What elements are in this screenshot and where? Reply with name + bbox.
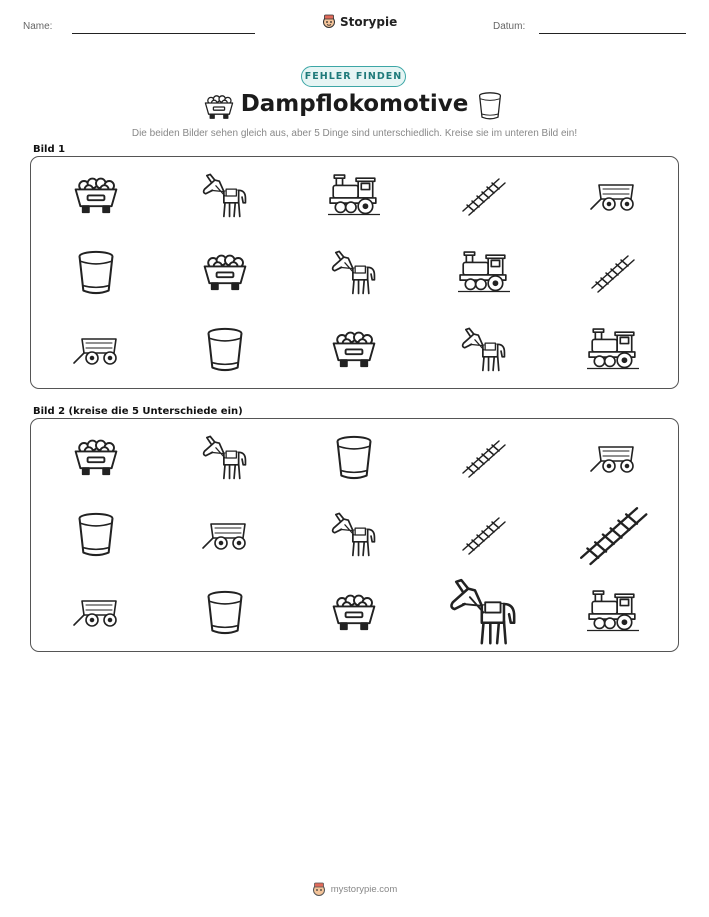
horse-icon (459, 325, 509, 375)
category-badge: FEHLER FINDEN (301, 66, 406, 87)
picture2-cell[interactable] (290, 496, 419, 573)
picture1-cell[interactable] (160, 311, 289, 388)
picture2-cell[interactable] (31, 419, 160, 496)
name-label: Name: (23, 21, 53, 32)
picture2-cell[interactable] (31, 496, 160, 573)
bucket-icon (77, 250, 115, 296)
picture1-cell[interactable] (419, 311, 548, 388)
title-bucket-icon (478, 91, 502, 125)
bucket-icon (206, 590, 244, 636)
picture1-label: Bild 1 (33, 144, 66, 155)
title-coal-cart-icon (203, 93, 235, 125)
coal-cart-icon (72, 437, 120, 478)
picture2-cell[interactable] (419, 496, 548, 573)
bucket-icon (335, 435, 373, 481)
picture1-cell[interactable] (160, 234, 289, 311)
steam-locomotive-icon (587, 328, 639, 372)
wagon-icon (201, 516, 249, 554)
picture1-cell[interactable] (31, 234, 160, 311)
picture2-cell[interactable] (419, 574, 548, 651)
horse-icon (200, 433, 250, 483)
railway-track-icon (575, 502, 653, 567)
steam-locomotive-icon (328, 174, 380, 218)
picture1-cell[interactable] (31, 311, 160, 388)
horse-icon (329, 248, 379, 298)
picture1-cell[interactable] (549, 234, 678, 311)
storypie-mascot-icon (322, 14, 336, 29)
coal-cart-icon (330, 329, 378, 370)
wagon-icon (589, 177, 637, 215)
bucket-icon (206, 327, 244, 373)
picture1-panel (30, 156, 679, 389)
brand-name: Storypie (340, 14, 398, 29)
picture2-cell[interactable] (419, 419, 548, 496)
coal-cart-icon (201, 252, 249, 293)
horse-icon (200, 171, 250, 221)
picture1-cell[interactable] (419, 157, 548, 234)
picture1-cell[interactable] (290, 234, 419, 311)
picture2-label: Bild 2 (kreise die 5 Unterschiede ein) (33, 406, 243, 417)
picture1-cell[interactable] (31, 157, 160, 234)
wagon-icon (589, 439, 637, 477)
railway-track-icon (459, 514, 509, 556)
horse-icon (329, 510, 379, 560)
picture2-cell[interactable] (160, 496, 289, 573)
railway-track-icon (459, 437, 509, 479)
coal-cart-icon (72, 175, 120, 216)
railway-track-icon (588, 252, 638, 294)
picture1-cell[interactable] (290, 311, 419, 388)
date-label: Datum: (493, 21, 526, 32)
storypie-mascot-icon (312, 882, 326, 897)
picture2-cell[interactable] (549, 419, 678, 496)
picture1-cell[interactable] (549, 157, 678, 234)
date-line[interactable] (539, 33, 686, 34)
wagon-icon (72, 331, 120, 369)
page-title: Dampflokomotive (240, 91, 469, 117)
steam-locomotive-icon (587, 590, 639, 634)
picture2-cell[interactable] (549, 574, 678, 651)
picture2-cell[interactable] (549, 496, 678, 573)
brand-logo (322, 14, 397, 29)
picture2-panel (30, 418, 679, 652)
picture2-cell[interactable] (290, 419, 419, 496)
bucket-icon (77, 512, 115, 558)
steam-locomotive-icon (458, 251, 510, 295)
wagon-icon (72, 593, 120, 631)
picture2-cell[interactable] (290, 574, 419, 651)
picture2-cell[interactable] (31, 574, 160, 651)
horse-icon (446, 575, 521, 650)
instructions: Die beiden Bilder sehen gleich aus, aber 5 Dinge sind unterschiedlich. Kreise sie im unteren Bild ein! (131, 128, 578, 139)
picture2-cell[interactable] (160, 574, 289, 651)
footer (0, 882, 709, 897)
picture1-cell[interactable] (290, 157, 419, 234)
name-line[interactable] (72, 33, 255, 34)
railway-track-icon (459, 175, 509, 217)
picture2-cell[interactable] (160, 419, 289, 496)
picture1-grid (31, 157, 678, 388)
picture1-cell[interactable] (160, 157, 289, 234)
picture1-cell[interactable] (549, 311, 678, 388)
picture2-grid (31, 419, 678, 651)
coal-cart-icon (330, 592, 378, 633)
picture1-cell[interactable] (419, 234, 548, 311)
footer-url[interactable]: mystorypie.com (330, 884, 398, 895)
